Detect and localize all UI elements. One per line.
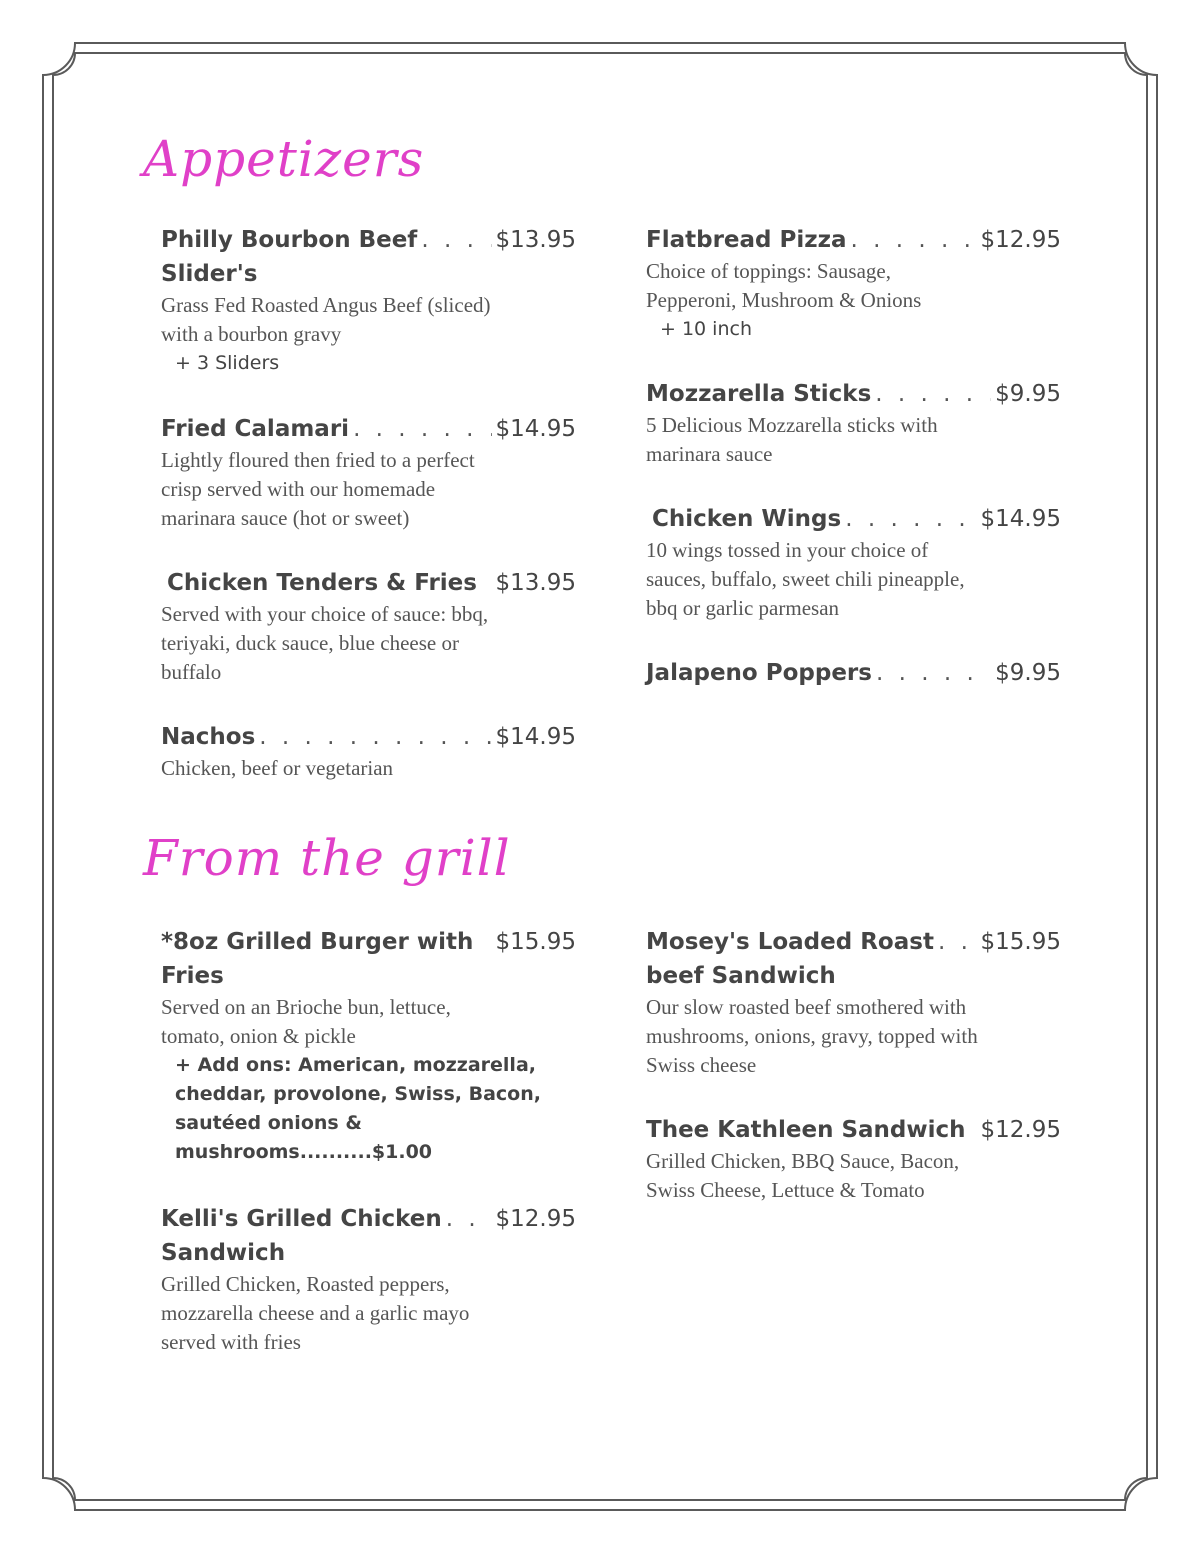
item-name: Chicken Tenders & Fries	[167, 570, 477, 596]
dot-leader	[421, 223, 491, 257]
menu-item	[646, 1113, 1061, 1205]
item-name-continued: Slider's	[161, 261, 258, 287]
section-title-from-the-grill: From the grill	[143, 829, 511, 887]
item-name: Mosey's Loaded Roast	[646, 929, 934, 955]
item-description: Chicken, beef or vegetarian	[161, 756, 394, 780]
section-title-appetizers: Appetizers	[143, 130, 425, 188]
item-price: $14.95	[980, 506, 1061, 532]
menu-item	[161, 223, 576, 378]
item-name: Kelli's Grilled Chicken	[161, 1206, 442, 1232]
item-price: $12.95	[495, 1206, 576, 1232]
menu-item	[646, 925, 1061, 1080]
dot-leader	[851, 223, 977, 257]
item-description: Grilled Chicken, Roasted peppers, mozzarella cheese and a garlic mayo served with fries	[161, 1272, 470, 1354]
item-price: $9.95	[995, 660, 1061, 686]
item-price: $12.95	[980, 1117, 1061, 1143]
item-description: 10 wings tossed in your choice of sauces, buffalo, sweet chili pineapple, bbq or garlic parmesan	[646, 538, 965, 620]
item-name-continued: beef Sandwich	[646, 963, 836, 989]
item-description: Choice of toppings: Sausage, Pepperoni, Mushroom & Onions	[646, 259, 922, 312]
item-extra: + Add ons: American, mozzarella, cheddar, provolone, Swiss, Bacon, sautéed onions & mushrooms..........$1.00	[175, 1054, 541, 1163]
item-description: Grass Fed Roasted Angus Beef (sliced) with a bourbon gravy	[161, 293, 491, 346]
menu-item	[161, 412, 576, 533]
item-name-continued: Sandwich	[161, 1240, 286, 1266]
item-price: $15.95	[495, 929, 576, 955]
item-name: Chicken Wings	[652, 506, 842, 532]
item-description: Served on an Brioche bun, lettuce, tomato, onion & pickle	[161, 995, 451, 1048]
item-description: Our slow roasted beef smothered with mushrooms, onions, gravy, topped with Swiss cheese	[646, 995, 978, 1077]
item-extra: + 3 Sliders	[175, 352, 280, 374]
menu-item	[161, 566, 576, 687]
item-price: $13.95	[495, 570, 576, 596]
item-name: Mozzarella Sticks	[646, 381, 872, 407]
menu-item	[161, 925, 576, 1167]
item-name: Flatbread Pizza	[646, 227, 847, 253]
item-name: *8oz Grilled Burger with	[161, 929, 474, 955]
item-name: Jalapeno Poppers	[646, 660, 872, 686]
dot-leader	[875, 377, 991, 411]
item-name: Nachos	[161, 724, 256, 750]
item-price: $14.95	[495, 416, 576, 442]
item-price: $13.95	[495, 227, 576, 253]
menu-item	[161, 1202, 576, 1357]
item-name: Thee Kathleen Sandwich	[646, 1117, 966, 1143]
item-description: 5 Delicious Mozzarella sticks with marinara sauce	[646, 413, 938, 466]
dot-leader	[938, 925, 977, 959]
dot-leader	[876, 656, 991, 690]
menu-item	[646, 377, 1061, 469]
item-description: Grilled Chicken, BBQ Sauce, Bacon, Swiss Cheese, Lettuce & Tomato	[646, 1149, 960, 1202]
item-description: Lightly floured then fried to a perfect crisp served with our homemade marinara sauce (hot or sweet)	[161, 448, 475, 530]
menu-item	[646, 656, 1061, 690]
menu-item	[161, 720, 576, 783]
item-name: Philly Bourbon Beef	[161, 227, 418, 253]
item-price: $14.95	[495, 724, 576, 750]
dot-leader	[845, 502, 976, 536]
item-extra: + 10 inch	[660, 318, 752, 340]
item-price: $12.95	[980, 227, 1061, 253]
item-price: $15.95	[980, 929, 1061, 955]
item-price: $9.95	[995, 381, 1061, 407]
item-name: Fried Calamari	[161, 416, 350, 442]
item-name-continued: Fries	[161, 963, 224, 989]
dot-leader	[259, 720, 491, 754]
item-description: Served with your choice of sauce: bbq, teriyaki, duck sauce, blue cheese or buffalo	[161, 602, 489, 684]
dot-leader	[353, 412, 491, 446]
menu-item	[646, 223, 1061, 344]
menu-item	[646, 502, 1061, 623]
dot-leader	[446, 1202, 492, 1236]
